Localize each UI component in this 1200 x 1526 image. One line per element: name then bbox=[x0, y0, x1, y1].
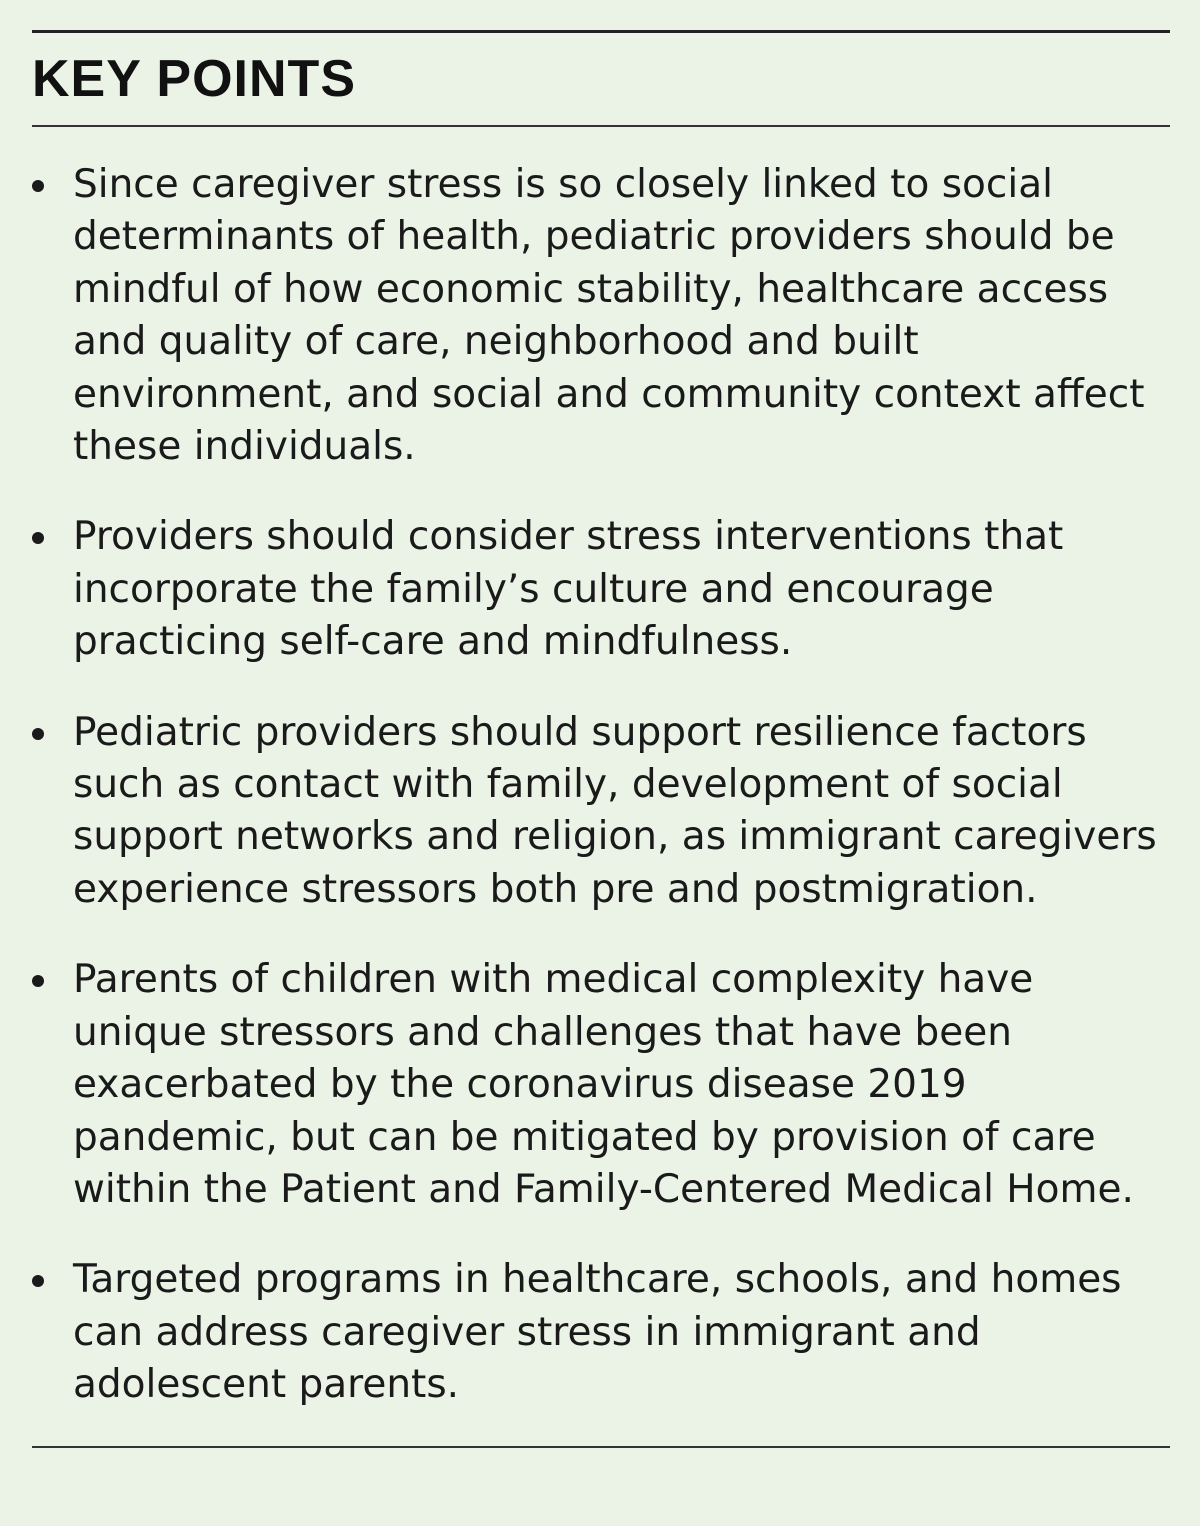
bullet-icon bbox=[32, 975, 44, 987]
key-point-text: Since caregiver stress is so closely linked to social determinants of health, pediatric providers should be mindful of how economic stability, healthcare access and quality of care, neighborhood and built environment, and social and community context affect these individuals. bbox=[73, 162, 1145, 470]
key-point-item bbox=[32, 511, 1170, 668]
bullet-icon bbox=[32, 1275, 44, 1287]
key-point-text: Pediatric providers should support resilience factors such as contact with family, development of social support networks and religion, as immigrant caregivers experience stressors both pre and postmigration. bbox=[73, 709, 1157, 912]
key-point-item bbox=[32, 707, 1170, 917]
bullet-icon bbox=[32, 532, 44, 544]
bullet-icon bbox=[32, 728, 44, 740]
key-point-text: Parents of children with medical complexity have unique stressors and challenges that have been exacerbated by the coronavirus disease 2019 pandemic, but can be mitigated by provision of care within the Patient and Family-Centered Medical Home. bbox=[73, 957, 1134, 1212]
bullet-icon bbox=[32, 180, 44, 192]
bottom-divider bbox=[32, 1446, 1170, 1448]
key-point-item bbox=[32, 159, 1170, 473]
key-point-text: Targeted programs in healthcare, schools, and homes can address caregiver stress in immigrant and adolescent parents. bbox=[73, 1257, 1122, 1408]
key-point-item bbox=[32, 1254, 1170, 1411]
key-point-item bbox=[32, 954, 1170, 1216]
key-points-box bbox=[32, 30, 1170, 1450]
heading-divider bbox=[32, 125, 1170, 127]
top-divider bbox=[32, 30, 1170, 33]
key-point-text: Providers should consider stress interventions that incorporate the family’s culture and encourage practicing self-care and mindfulness. bbox=[73, 514, 1064, 665]
key-points-heading: KEY POINTS bbox=[32, 50, 357, 108]
key-points-list bbox=[32, 159, 1170, 1412]
